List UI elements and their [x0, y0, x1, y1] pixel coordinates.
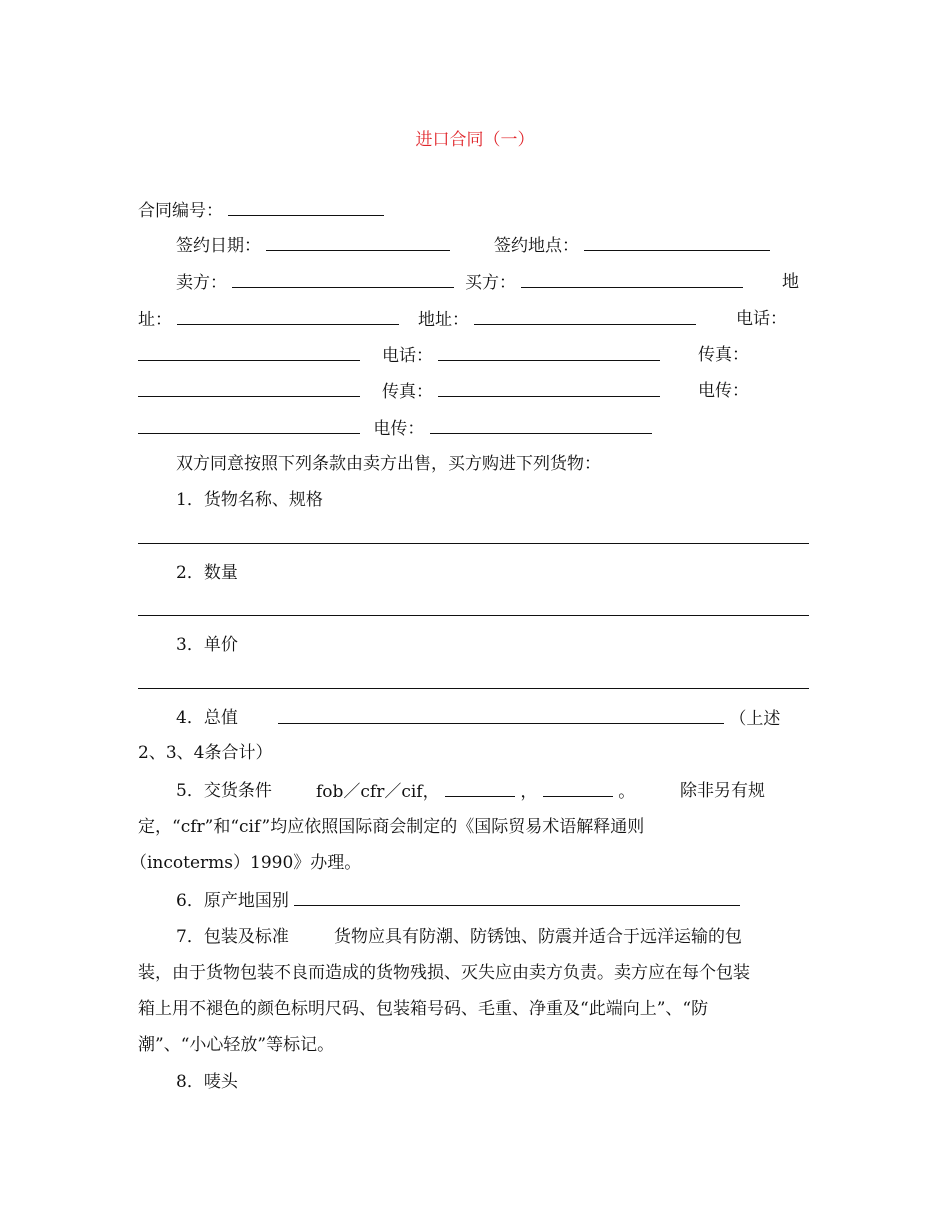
clause-1-fill-line[interactable] — [138, 543, 809, 544]
delivery-terms-end: 。 — [618, 782, 636, 802]
buyer-phone-row — [382, 344, 660, 367]
seller-phone-label: 电话： — [736, 309, 787, 329]
clause-7-line-1: 货物应具有防潮、防锈蚀、防震并适合于远洋运输的包 — [334, 927, 742, 947]
clause-5-line-3: （incoterms）1990》办理。 — [130, 853, 362, 873]
delivery-terms-separator: ， — [520, 782, 538, 802]
clause-7-line-4: 潮”、“小心轻放”等标记。 — [138, 1035, 335, 1055]
clause-5-terms-row — [316, 780, 635, 803]
seller-address-label: 址： — [138, 310, 172, 330]
seller-phone-field[interactable] — [138, 344, 360, 361]
buyer-row — [465, 271, 743, 294]
clause-2-fill-line[interactable] — [138, 615, 809, 616]
seller-address-row — [138, 308, 399, 331]
clause-3-fill-line[interactable] — [138, 688, 809, 689]
origin-country-field[interactable] — [294, 889, 740, 906]
contract-number-label: 合同编号： — [138, 201, 223, 221]
buyer-phone-label: 电话： — [382, 346, 433, 366]
contract-number-row — [138, 199, 384, 222]
buyer-field[interactable] — [521, 271, 743, 288]
clause-4-total-row — [278, 707, 780, 730]
clause-4-suffix: （上述 — [729, 709, 781, 729]
buyer-address-label: 地址： — [418, 310, 469, 330]
clause-7-heading: 7．包装及标准 — [176, 927, 289, 947]
seller-fax-label: 传真： — [698, 345, 749, 365]
sign-date-field[interactable] — [266, 234, 450, 251]
sign-place-label: 签约地点： — [494, 236, 579, 256]
fax-row — [138, 380, 360, 403]
clause-3-heading: 3．单价 — [176, 635, 238, 655]
clause-7-line-3: 箱上用不褪色的颜色标明尺码、包装箱号码、毛重、净重及“此端向上”、“防 — [138, 999, 709, 1019]
clause-5-line-2: 定，“cfr”和“cif”均应依照国际商会制定的《国际贸易术语解释通则 — [138, 817, 645, 837]
clause-5-heading: 5．交货条件 — [176, 781, 272, 801]
sign-place-field[interactable] — [584, 234, 770, 251]
buyer-fax-row — [382, 380, 660, 403]
clause-7-line-2: 装，由于货物包装不良而造成的货物残损、灭失应由卖方负责。卖方应在每个包装 — [138, 963, 750, 983]
buyer-telex-field[interactable] — [430, 417, 652, 434]
seller-telex-label: 电传： — [698, 381, 749, 401]
contract-title: 进口合同（一） — [415, 130, 535, 150]
clause-1-heading: 1．货物名称、规格 — [176, 490, 323, 510]
telex-row — [138, 417, 652, 440]
address-label-part1: 地 — [782, 272, 799, 292]
contract-number-field[interactable] — [228, 199, 384, 216]
buyer-fax-field[interactable] — [438, 380, 660, 397]
buyer-fax-label: 传真： — [382, 382, 433, 402]
clause-4-heading: 4．总值 — [176, 708, 238, 728]
clause-4-continuation: 2、3、4条合计） — [138, 743, 273, 763]
buyer-phone-field[interactable] — [438, 344, 660, 361]
sign-date-label: 签约日期： — [176, 236, 261, 256]
delivery-term-blank-2[interactable] — [543, 780, 613, 797]
clause-6-row — [176, 889, 740, 912]
clause-8-heading: 8．唛头 — [176, 1072, 238, 1092]
delivery-term-blank-1[interactable] — [445, 780, 515, 797]
seller-field[interactable] — [232, 271, 454, 288]
seller-address-field[interactable] — [177, 308, 399, 325]
buyer-label: 买方： — [465, 273, 516, 293]
sign-date-row — [176, 234, 450, 257]
total-value-field[interactable] — [278, 707, 724, 724]
clause-2-heading: 2．数量 — [176, 563, 238, 583]
buyer-address-row — [418, 308, 696, 331]
buyer-address-field[interactable] — [474, 308, 696, 325]
clause-6-heading: 6．原产地国别 — [176, 891, 289, 911]
buyer-telex-label: 电传： — [373, 419, 425, 439]
seller-row — [176, 271, 454, 294]
delivery-terms-text: fob／cfr／cif， — [316, 782, 440, 802]
seller-telex-field[interactable] — [138, 417, 360, 434]
seller-fax-field[interactable] — [138, 380, 360, 397]
intro-text: 双方同意按照下列条款由卖方出售，买方购进下列货物： — [176, 454, 601, 474]
seller-label: 卖方： — [176, 273, 227, 293]
sign-place-row — [494, 234, 770, 257]
clause-5-tail: 除非另有规 — [680, 781, 765, 801]
phone-row — [138, 344, 360, 367]
